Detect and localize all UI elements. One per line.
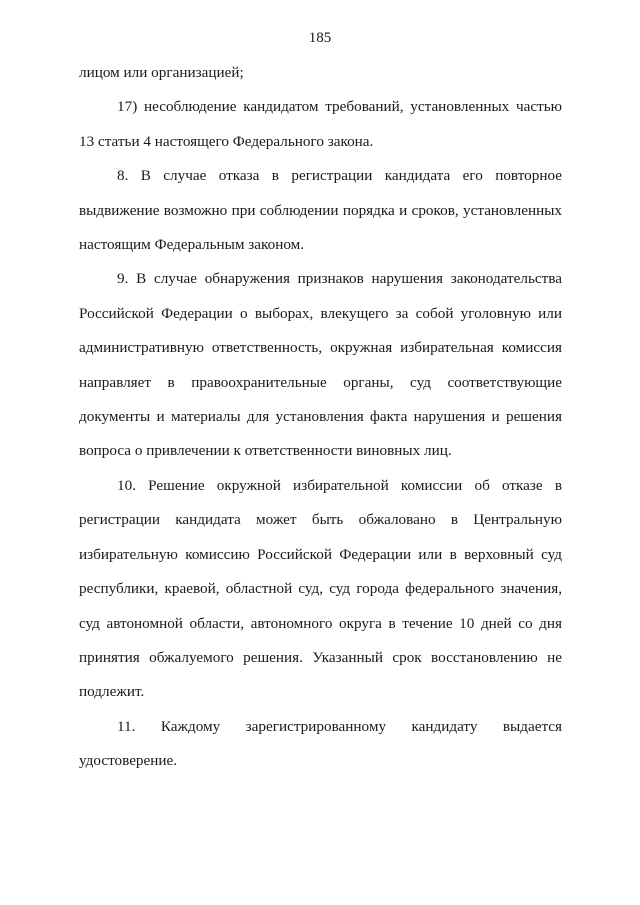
page-number: 185 (308, 30, 332, 46)
paragraph-continuation: лицом или организацией; (79, 64, 244, 81)
paragraph-item-17: 17) несоблюдение кандидатом требований, установленных частью 13 статьи 4 настоящего Федерального закона. (79, 98, 562, 150)
paragraph-clause-11: 11. Каждому зарегистрированному кандидату выдается удостоверение. (79, 717, 562, 770)
paragraph-clause-8: 8. В случае отказа в регистрации кандидата его повторное выдвижение возможно при соблюдении порядка и сроков, установленных настоящим Федеральным законом. (79, 167, 562, 254)
paragraph-clause-10: 10. Решение окружной избирательной комиссии об отказе в регистрации кандидата может быть обжаловано в Центральную избирательную комиссию Российской Федерации или в верховный суд республики, краевой, областной суд, суд города федерального значения, суд автономной области, автономного округа в течение 10 дней со дня принятия обжалуемого решения. Указанный срок восстановлению не подлежит. (79, 476, 562, 701)
document-body (79, 56, 562, 779)
paragraph-clause-9: 9. В случае обнаружения признаков нарушения законодательства Российской Федерации о выборах, влекущего за собой уголовную или административную ответственность, окружная избирательная комиссия направляет в правоохранительные органы, суд соответствующие документы и материалы для установления факта нарушения и решения вопроса о привлечении к ответственности виновных лиц. (79, 270, 562, 460)
